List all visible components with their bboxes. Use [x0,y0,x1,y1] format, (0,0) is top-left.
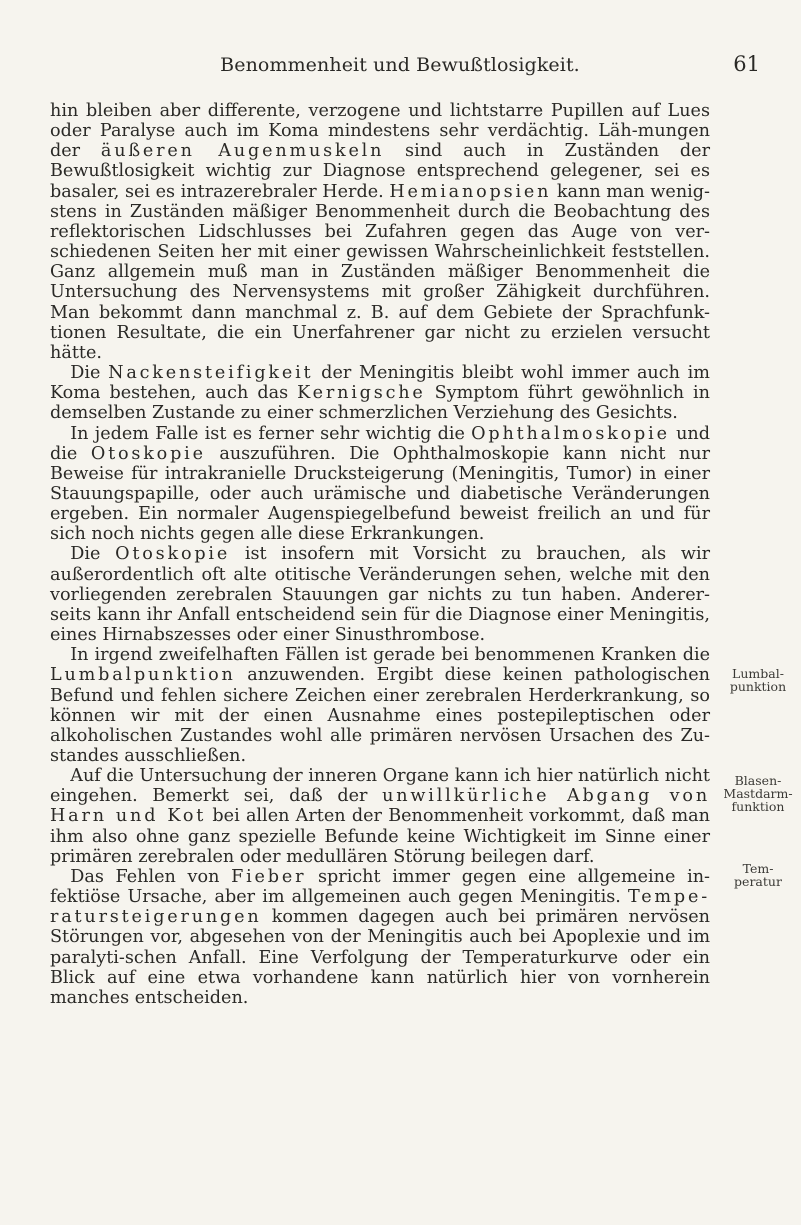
paragraph-6: Auf die Untersuchung der inneren Organe kann ich hier natürlich nicht eingehen. Bemerkt sei, daß der unwillkürliche Abgang von Harn und Kot bei allen Arten der Benommenheit vorkommt, daß man ihm also ohne ganz spezielle Befunde keine Wichtigkeit im Sinne einer primären zerebralen oder medullären Störung beilegen darf. [50,766,711,867]
spaced-term: Tempe-ratursteigerungen [50,887,710,928]
paragraph-1: hin bleiben aber differente, verzogene und lichtstarre Pupillen auf Lues oder Paralyse auch im Koma mindestens sehr verdächtig. Läh-mungen der äußeren Augenmuskeln sind auch in Zuständen der Bewußtlosigkeit wichtig zur Diagnose entsprechend gelegener, sei es basaler, sei es intrazerebraler Herde. Hemianopsien kann man wenig-stens in Zuständen mäßiger Benommenheit durch die Beobachtung des reflektorischen Lidschlusses bei Zufahren gegen das Auge von ver-schiedenen Seiten her mit einer gewissen Wahrscheinlichkeit feststellen. Ganz allgemein muß man in Zuständen mäßiger Benommenheit die Untersuchung des Nervensystems mit großer Zähigkeit durchführen. Man bekommt dann manchmal z. B. auf dem Gebiete der Sprachfunk-tionen Resultate, die ein Unerfahrener gar nicht zu erzielen versucht hätte. [50,101,710,363]
spaced-term: Otoskopie [90,443,206,464]
body-text [50,101,710,1008]
spaced-term: äußeren Augenmuskeln [100,141,385,162]
running-title: Benommenheit und Bewußtlosigkeit. [220,54,580,76]
paragraph-4: Die Otoskopie ist insofern mit Vorsicht zu brauchen, als wir außerordentlich oft alte otitische Veränderungen sehen, welche mit den vorliegenden zerebralen Stauungen gar nichts zu tun haben. Anderer-seits kann ihr Anfall entscheidend sein für die Diagnose einer Meningitis, eines Hirnabszesses oder einer Sinusthrombose. [50,544,710,646]
spaced-term: Nackensteifigkeit [108,363,314,384]
margin-note-lumbalpunktion: Lumbal- punktion [729,666,787,694]
paragraph-5: In irgend zweifelhaften Fällen ist gerade bei benommenen Kranken die Lumbalpunktion anzuwenden. Ergibt diese keinen pathologischen Befund und fehlen sichere Zeichen einer zerebralen Herderkrankung, so können wir mit der einen Ausnahme eines postepileptischen oder alkoholischen Zustandes wohl alle primären nervösen Ursachen des Zu-standes ausschließen. [50,645,710,766]
margin-note-blasen-mastdarm: Blasen- Mastdarm- funktion [723,773,793,814]
spaced-term: Ophthalmoskopie [471,423,670,444]
paragraph-2: Die Nackensteifigkeit der Meningitis bleibt wohl immer auch im Koma bestehen, auch das Kernigsche Symptom führt gewöhnlich in demselben Zustande zu einer schmerzlichen Verziehung des Gesichts. [50,363,710,424]
spaced-term: unwillkürliche Abgang von Harn und Kot [50,786,710,827]
paragraph-7: Das Fehlen von Fieber spricht immer gegen eine allgemeine in-fektiöse Ursache, aber im allgemeinen auch gegen Meningitis. Tempe-ratursteigerungen kommen dagegen auch bei primären nervösen Störungen vor, abgesehen von der Meningitis auch bei Apoplexie und im paralyti-schen Anfall. Eine Verfolgung der Temperaturkurve oder ein Blick auf eine etwa vorhandene kann natürlich hier von vornherein manches entscheiden. [50,866,710,1008]
page-number: 61 [733,52,760,76]
page-header [40,54,760,84]
spaced-term: Hemianopsien [389,181,552,202]
spaced-term: Fieber [231,866,307,887]
spaced-term: Lumbalpunktion [50,665,236,686]
spaced-term: Kernigsche [297,383,426,404]
spaced-term: Otoskopie [115,544,231,565]
margin-note-temperatur: Tem- peratur [734,861,782,889]
paragraph-3: In jedem Falle ist es ferner sehr wichtig die Ophthalmoskopie und die Otoskopie auszuführen. Die Ophthalmoskopie kann nicht nur Beweise für intrakranielle Drucksteigerung (Meningitis, Tumor) in einer Stauungspapille, oder auch urämische und diabetische Veränderungen ergeben. Ein normaler Augenspiegelbefund beweist freilich an und für sich noch nichts gegen alle diese Erkrankungen. [50,423,710,545]
